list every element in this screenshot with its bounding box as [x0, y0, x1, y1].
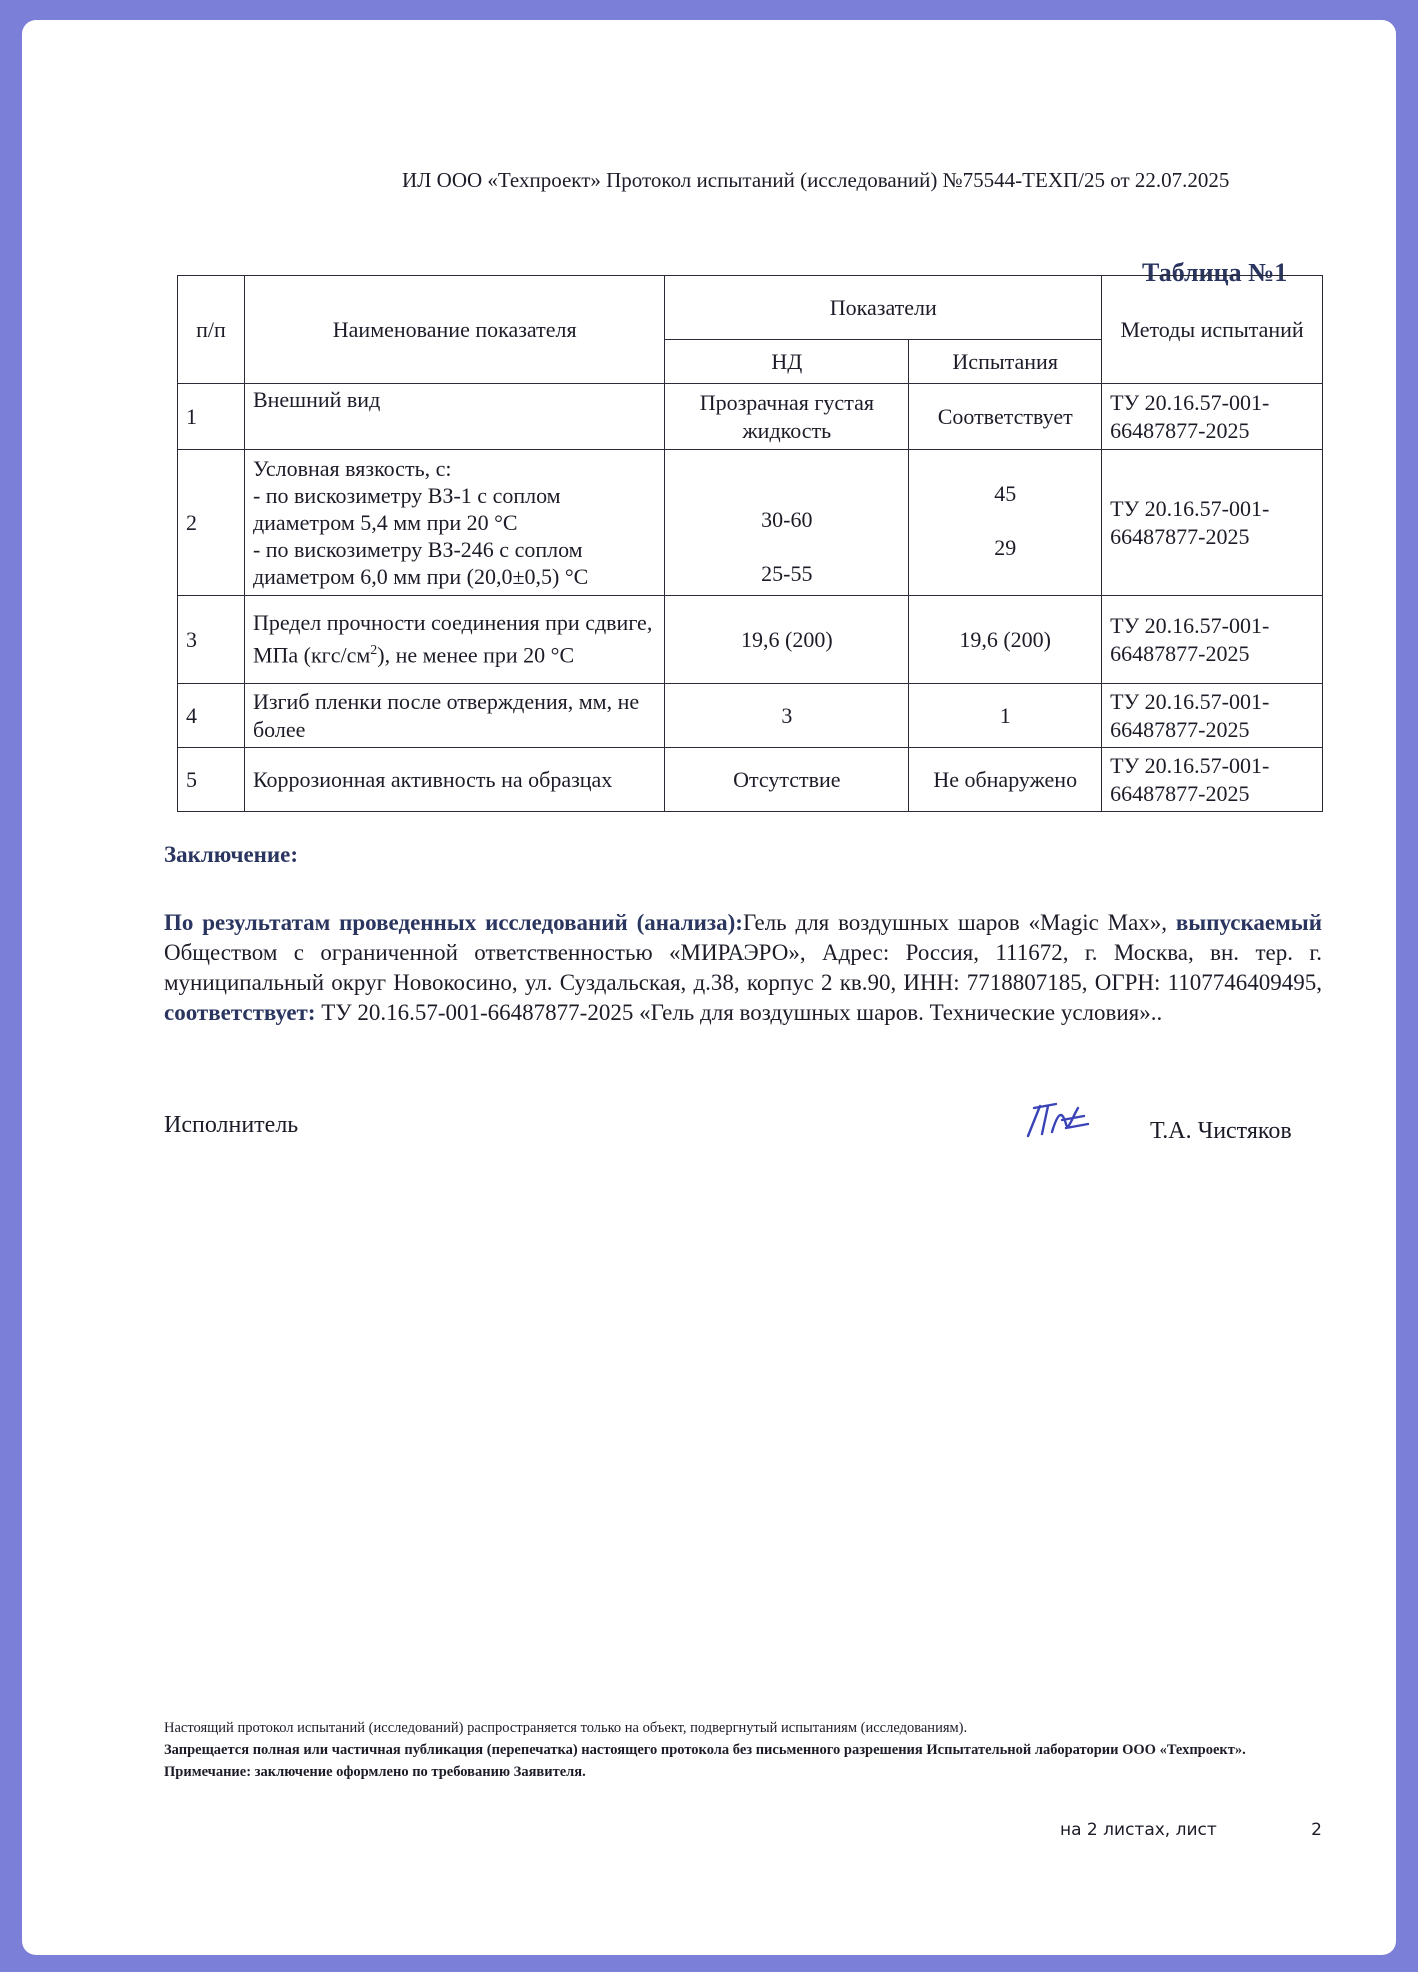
row-name: Коррозионная активность на образцах: [244, 748, 665, 812]
executor-role: Исполнитель: [164, 1112, 299, 1138]
row-nd: 3: [665, 684, 909, 748]
conclusion-producer: Обществом с ограниченной ответственностью «МИРАЭРО», Адрес: Россия, 111672, г. Москва, вн. тер. г. муниципальный округ Новокосино, ул. Суздальская, д.38, корпус 2 кв.90, ИНН: 7718807185, ОГРН: 1107746409495,: [164, 940, 1322, 995]
row-test-value: 45: [994, 481, 1017, 506]
conclusion-text: [164, 908, 1322, 1028]
row-name-line: диаметром 5,4 мм при 20 °С: [252, 510, 518, 535]
row-test: Соответствует: [909, 384, 1102, 450]
row-test: 1: [909, 684, 1102, 748]
row-num: 5: [178, 748, 245, 812]
table-row: [178, 384, 1323, 450]
row-nd-value: 25-55: [761, 560, 813, 586]
table-label: Таблица №1: [1142, 258, 1288, 287]
page-number: 2: [1311, 1820, 1322, 1840]
row-nd-value: 30-60: [761, 506, 813, 532]
page-counter: [1060, 1820, 1322, 1840]
row-name-line: Условная вязкость, с:: [252, 456, 452, 481]
row-name-line: - по вискозиметру ВЗ-1 с соплом: [252, 483, 561, 508]
row-num: 3: [178, 596, 245, 684]
row-method: ТУ 20.16.57-001-66487877-2025: [1102, 596, 1323, 684]
signature-mark: [1022, 1098, 1092, 1144]
results-table: [177, 275, 1323, 812]
footer-line: Настоящий протокол испытаний (исследований) распространяется только на объект, подвергнутый испытаниям (исследованиям).: [164, 1720, 968, 1736]
row-name: Изгиб пленки после отверждения, мм, не более: [244, 684, 665, 748]
row-method: ТУ 20.16.57-001-66487877-2025: [1102, 450, 1323, 596]
footer-line: Примечание: заключение оформлено по требованию Заявителя.: [164, 1764, 586, 1780]
table-row: [178, 596, 1323, 684]
row-name: Внешний вид: [244, 384, 665, 450]
row-name-superscript: 2: [370, 643, 378, 659]
row-num: 2: [178, 450, 245, 596]
header-indicators: Показатели: [665, 276, 1102, 340]
row-name-text: ), не менее при 20 °С: [377, 642, 575, 668]
table-row: [178, 748, 1323, 812]
table-row: [178, 450, 1323, 596]
header-test: Испытания: [909, 340, 1102, 384]
conclusion-standard: ТУ 20.16.57-001-66487877-2025 «Гель для воздушных шаров. Технические условия»..: [315, 1000, 1163, 1025]
header-name: Наименование показателя: [244, 276, 665, 384]
footer-line: Запрещается полная или частичная публикация (перепечатка) настоящего протокола без письменного разрешения Испытательной лаборатории ООО «Техпроект».: [164, 1742, 1246, 1758]
conclusion-product: Гель для воздушных шаров «Magic Max»,: [742, 910, 1168, 935]
conclusion-produced-label: выпускаемый: [1175, 910, 1322, 935]
conclusion-title: Заключение:: [164, 842, 299, 867]
header-methods: Методы испытаний: [1102, 276, 1323, 384]
page-counter-label: на 2 листах, лист: [1060, 1820, 1217, 1840]
row-nd: Отсутствие: [665, 748, 909, 812]
executor-name: Т.А. Чистяков: [1150, 1118, 1292, 1144]
table-header-row: [178, 276, 1323, 340]
row-nd: [665, 450, 909, 596]
conclusion-lead: По результатам проведенных исследований (анализа):: [164, 910, 743, 935]
row-test: 19,6 (200): [909, 596, 1102, 684]
table-row: [178, 684, 1323, 748]
row-num: 1: [178, 384, 245, 450]
row-method: ТУ 20.16.57-001-66487877-2025: [1102, 384, 1323, 450]
row-name-line: диаметром 6,0 мм при (20,0±0,5) °С: [252, 564, 589, 589]
row-name: [244, 450, 665, 596]
row-name-line: - по вискозиметру ВЗ-246 с соплом: [252, 537, 583, 562]
row-name-text: Предел прочности соединения при сдвиге, МПа (кгс/см: [252, 610, 653, 668]
header-num: п/п: [178, 276, 245, 384]
document-page: [22, 20, 1396, 1955]
footer-notes: [164, 1717, 1324, 1783]
row-test: [909, 450, 1102, 596]
row-method: ТУ 20.16.57-001-66487877-2025: [1102, 684, 1323, 748]
row-nd: 19,6 (200): [665, 596, 909, 684]
row-num: 4: [178, 684, 245, 748]
row-nd: Прозрачная густая жидкость: [665, 384, 909, 450]
row-name: [244, 596, 665, 684]
row-test: Не обнаружено: [909, 748, 1102, 812]
row-method: ТУ 20.16.57-001-66487877-2025: [1102, 748, 1323, 812]
header-nd: НД: [665, 340, 909, 384]
row-test-value: 29: [994, 535, 1017, 560]
conclusion-complies-label: соответствует:: [164, 1000, 316, 1025]
protocol-header: ИЛ ООО «Техпроект» Протокол испытаний (исследований) №75544-ТЕХП/25 от 22.07.2025: [402, 168, 1230, 192]
